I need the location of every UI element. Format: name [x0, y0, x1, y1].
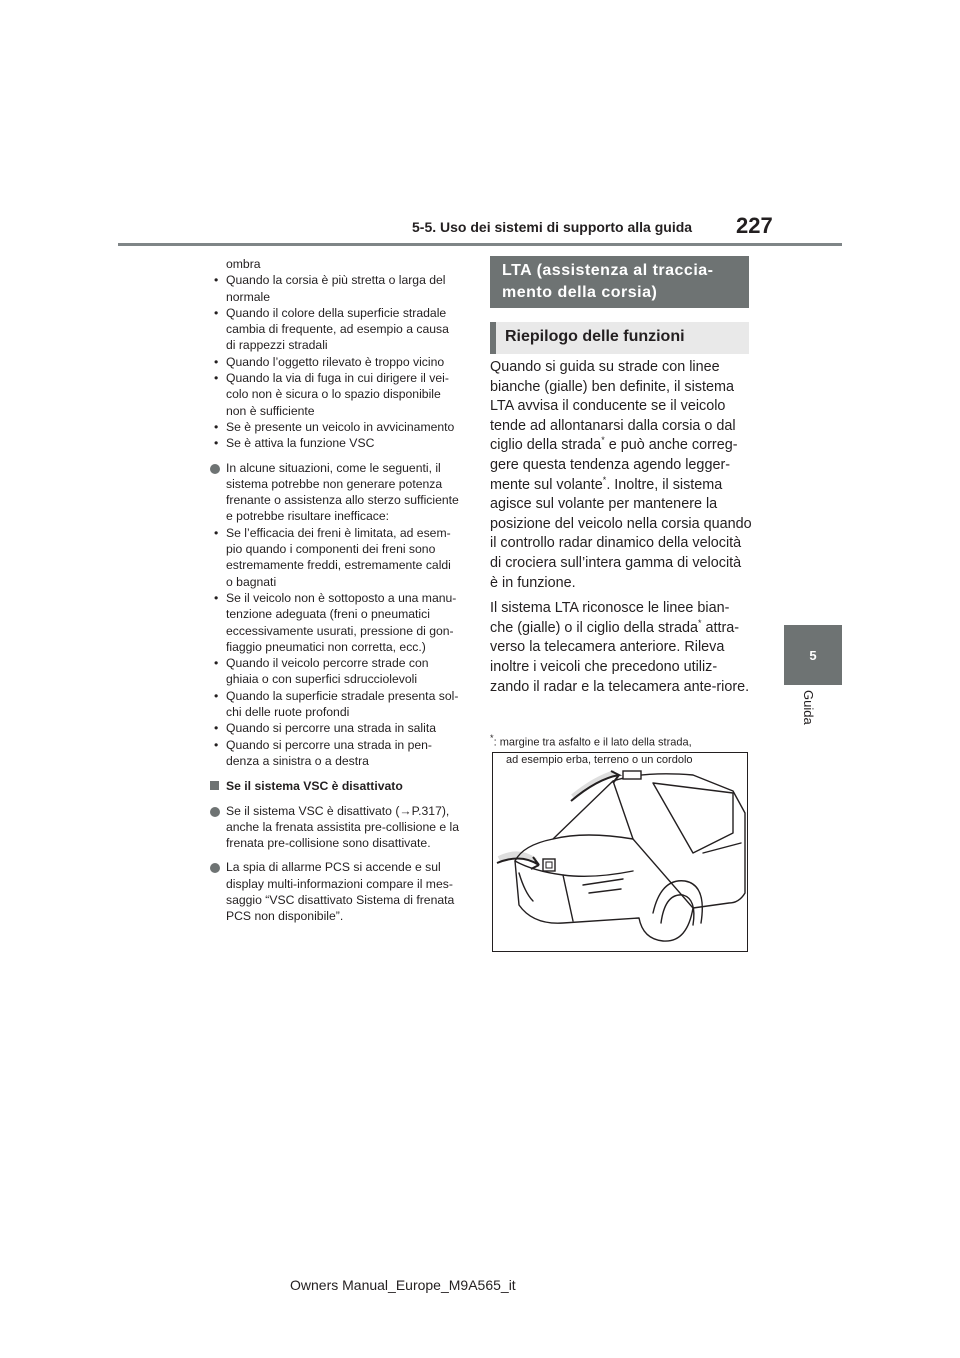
- car-camera-illustration: [492, 752, 748, 952]
- subheading-accent-bar: [490, 322, 496, 354]
- circle-bullet-icon: [210, 807, 220, 817]
- body-paragraph: Il sistema LTA riconosce le linee bian-che (gialle) o il ciglio della strada* attra-verso la telecamera anteriore. Rileva inoltre i veicoli che precedono utiliz-zando il radar e la telecamera ante-riore.: [490, 600, 750, 695]
- chapter-tab-label: Guida: [801, 690, 816, 725]
- subheading-box: [490, 322, 749, 354]
- subheading-title: Riepilogo delle funzioni: [505, 328, 685, 345]
- subsection-heading: Se il sistema VSC è disattivato: [210, 778, 472, 794]
- list-item: • Quando si percorre una strada in salita: [214, 721, 437, 736]
- square-bullet-icon: [210, 781, 219, 790]
- section-heading-box: [490, 256, 749, 308]
- list-item: • Quando la via di fuga in cui dirigere il vei- colo non è sicura o lo spazio disponibile non è sufficiente: [214, 371, 449, 418]
- footnote: *: margine tra asfalto e il lato della strada, ad esempio erba, terreno o un cordolo: [490, 733, 693, 766]
- paragraph-continuation: ombra: [226, 257, 261, 271]
- bullet-list: [210, 272, 472, 451]
- left-column: [210, 256, 472, 925]
- list-item: • Se l’efficacia dei freni è limitata, ad esem- pio quando i componenti dei freni sono estremamente freddi, estremamente caldi o bagnati: [214, 525, 451, 589]
- header-divider: [118, 243, 842, 246]
- list-item: • Quando si percorre una strada in pen- denza a sinistra o a destra: [214, 737, 432, 768]
- list-item: • Quando l’oggetto rilevato è troppo vicino: [214, 354, 445, 369]
- list-item: • Se è attiva la funzione VSC: [214, 436, 375, 451]
- circle-bullet-paragraph: La spia di allarme PCS si accende e sul display multi-informazioni compare il mes- saggio “VSC disattivato Sistema di frenata PCS non disponibile”.: [210, 859, 472, 924]
- circle-bullet-paragraph: Se il sistema VSC è disattivato (→P.317), anche la frenata assistita pre-collisione e la frenata pre-collisione sono disattivate.: [210, 803, 472, 852]
- list-item: • Se è presente un veicolo in avvicinamento: [214, 419, 455, 434]
- page-number: 227: [736, 213, 773, 238]
- footer-document-id: Owners Manual_Europe_M9A565_it: [290, 1277, 516, 1293]
- chapter-tab-number: 5: [784, 625, 842, 685]
- bullet-list: [210, 525, 472, 769]
- list-item: • Quando il veicolo percorre strade con ghiaia o con superfici sdrucciolevoli: [214, 656, 429, 687]
- list-item: • Se il veicolo non è sottoposto a una manu- tenzione adeguata (freni o pneumatici eccessivamente usurati, pressione di gon- fiaggio pneumatici non corretta, ecc.): [214, 590, 457, 654]
- list-item: • Quando la superficie stradale presenta sol- chi delle ruote profondi: [214, 688, 459, 720]
- circle-bullet-icon: [210, 863, 220, 873]
- list-item: • Quando il colore della superficie stradale cambia di frequente, ad esempio a causa di rappezzi stradali: [214, 305, 449, 353]
- list-item: • Quando la corsia è più stretta o larga del normale: [214, 273, 446, 304]
- right-column-body: [490, 358, 752, 703]
- section-heading-line-2: mento della corsia): [502, 284, 658, 301]
- section-title: 5-5. Uso dei sistemi di supporto alla guida: [412, 219, 693, 235]
- body-paragraph: Quando si guida su strade con linee bianche (gialle) ben definite, il sistema LTA avvisa il conducente se il veicolo tende ad allontanarsi dalla corsia o dal ciglio della strada* e può anche correg-gere questa tendenza agendo legger-mente sul volante*. Inoltre, il sistema agisce sul volante per mantenere la posizione del veicolo nella corsia quando il controllo radar dinamico della velocità di crociera sull’intera gamma di velocità è in funzione.: [490, 359, 752, 591]
- car-illustration-icon: [493, 753, 747, 951]
- circle-bullet-icon: [210, 464, 220, 474]
- circle-bullet-paragraph: In alcune situazioni, come le seguenti, il sistema potrebbe non generare potenza frenante o assistenza allo sterzo sufficiente e potrebbe risultare inefficace:: [210, 460, 472, 525]
- section-heading-line-1: LTA (assistenza al traccia-: [502, 262, 714, 279]
